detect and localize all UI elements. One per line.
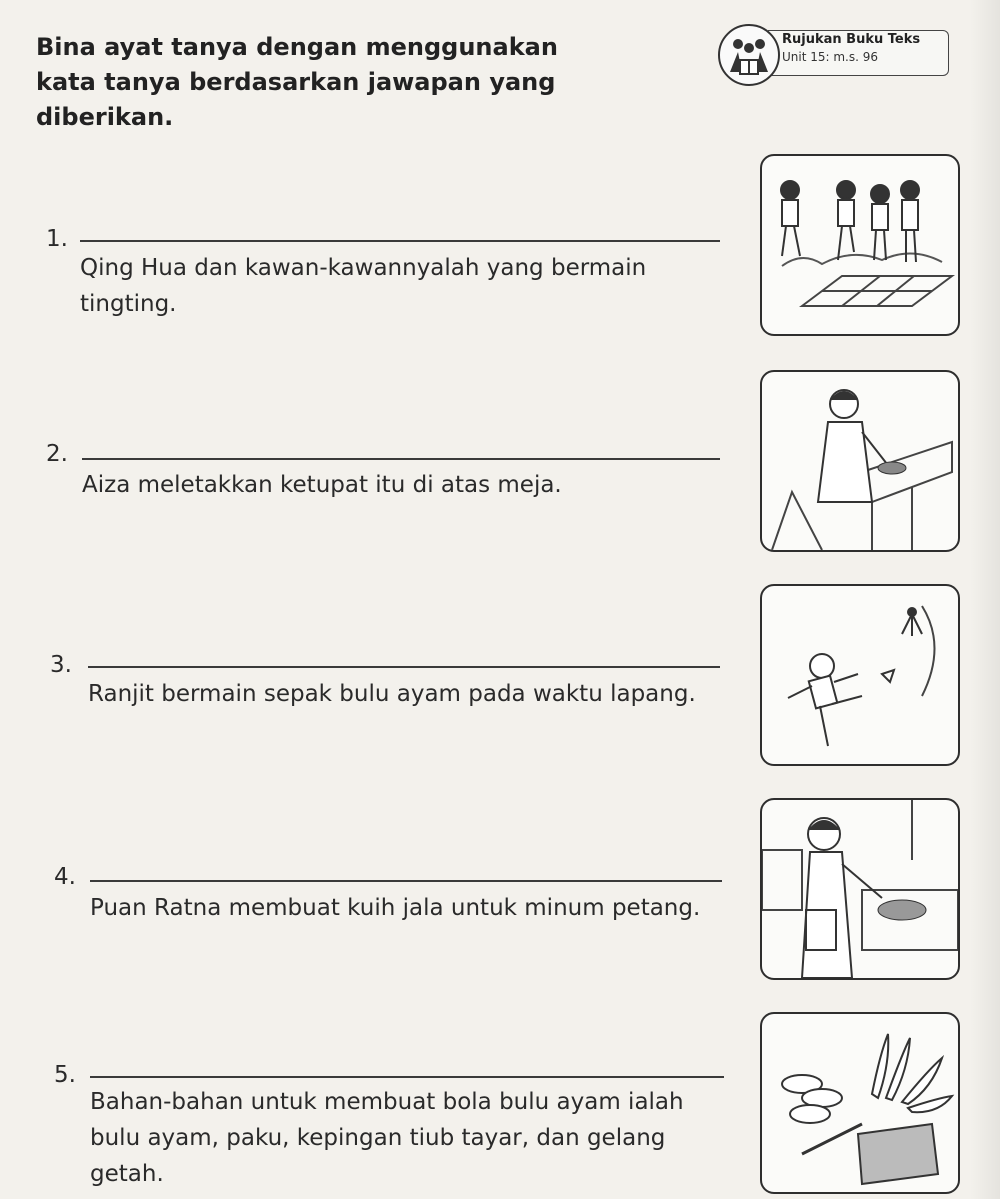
question-number: 5.	[54, 1062, 76, 1088]
children-playing-hopscotch-icon	[760, 154, 960, 336]
reference-title: Rujukan Buku Teks	[782, 32, 921, 47]
boy-kicking-shuttlecock-icon	[760, 584, 960, 766]
question-number: 3.	[50, 652, 72, 678]
answer-line[interactable]	[90, 880, 722, 882]
answer-line[interactable]	[80, 240, 720, 242]
given-answer: Puan Ratna membuat kuih jala untuk minum petang.	[90, 895, 701, 921]
given-answer: Bahan-bahan untuk membuat bola bulu ayam ialah bulu ayam, paku, kepingan tiub tayar, dan gelang getah.	[90, 1089, 684, 1187]
book-people-icon	[718, 24, 780, 86]
answer-line[interactable]	[90, 1076, 724, 1078]
given-answer: Qing Hua dan kawan-kawannyalah yang bermain tingting.	[80, 255, 647, 317]
question-number: 4.	[54, 864, 76, 890]
instruction-text: Bina ayat tanya dengan menggunakan kata tanya berdasarkan jawapan yang diberikan.	[36, 33, 558, 131]
answer-line[interactable]	[82, 458, 720, 460]
textbook-reference	[718, 24, 954, 86]
given-answer: Aiza meletakkan ketupat itu di atas meja.	[82, 472, 562, 498]
question-number: 2.	[46, 441, 68, 467]
given-answer: Ranjit bermain sepak bulu ayam pada waktu lapang.	[88, 681, 696, 707]
page-edge-shadow	[970, 0, 1000, 1199]
woman-cooking-icon	[760, 798, 960, 980]
girl-placing-ketupat-icon	[760, 370, 960, 552]
shuttlecock-materials-icon	[760, 1012, 960, 1194]
answer-line[interactable]	[88, 666, 720, 668]
reference-unit: Unit 15: m.s. 96	[782, 50, 879, 64]
question-number: 1.	[46, 226, 68, 252]
